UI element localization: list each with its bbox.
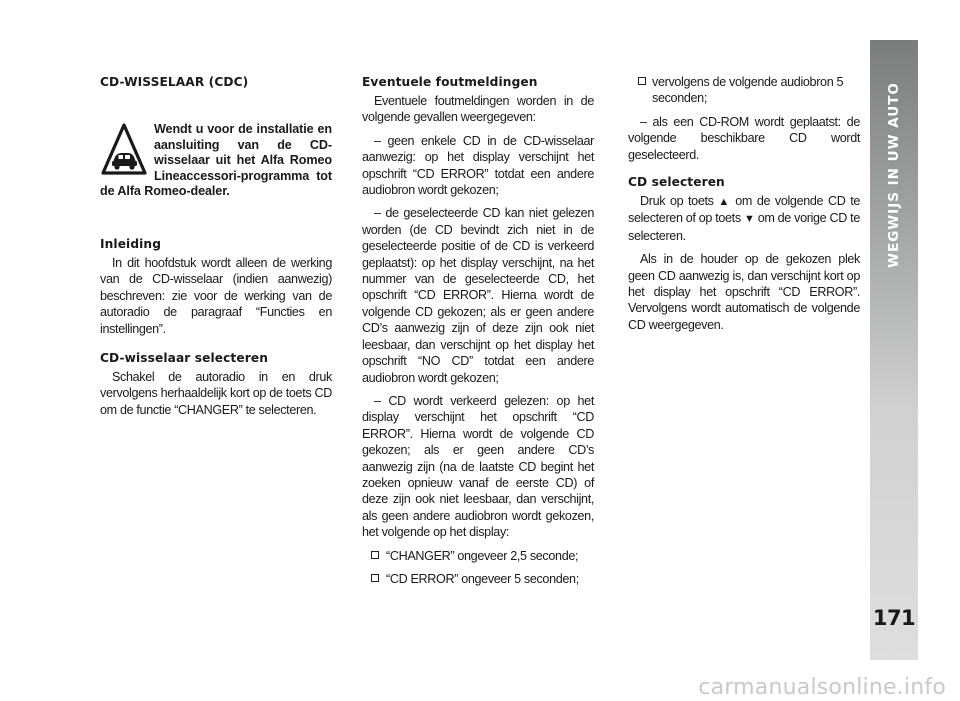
cd-select-paragraph: [628, 193, 860, 244]
select-paragraph: Schakel de autoradio in en druk vervolgens herhaaldelijk kort op de toets CD om de functie “CHANGER” te selecteren.: [100, 370, 332, 417]
cd-select-text-c: om de vorige CD te selecteren.: [628, 211, 860, 243]
page-number: 171: [872, 606, 916, 630]
intro-paragraph: In dit hoofdstuk wordt alleen de werking van de CD-wisselaar (indien aanwezig) beschreven: zie voor de werking van de autoradio de paragraaf “Functies en instellingen”.: [100, 255, 332, 336]
column-middle: [362, 74, 594, 594]
errors-paragraph-3: – de geselecteerde CD kan niet gelezen worden (de CD bevindt zich niet in de geselecteerde positie of de CD is verkeerd geplaatst): op het display verschijnt, na het nummer van de geselecteerde CD, het opschrift “CD ERROR”. Hierna wordt de volgende CD gekozen; als er geen andere CD’s aanwezig zijn of deze zijn ook niet leesbaar, dan verschijnt op het display het opschrift “NO CD” totdat een andere audiobron wordt gekozen;: [362, 206, 594, 385]
list-item-text: “CHANGER” ongeveer 2,5 seconde;: [386, 548, 579, 563]
list-item-text: vervolgens de volgende audiobron 5 seconden;: [652, 75, 844, 106]
cd-select-heading: CD selecteren: [628, 175, 725, 190]
arrow-down-icon: ▼: [743, 213, 755, 226]
chapter-title: [870, 40, 918, 370]
checkbox-bullet-icon: [371, 551, 379, 559]
column-left: [100, 74, 332, 425]
list-item-text: “CD ERROR” ongeveer 5 seconden;: [386, 571, 579, 586]
empty-slot-paragraph: Als in de houder op de gekozen plek geen CD aanwezig is, dan verschijnt kort op het display het opschrift “CD ERROR”. Vervolgens wordt automatisch de volgende CD weergegeven.: [628, 252, 860, 332]
cdrom-paragraph: – als een CD-ROM wordt geplaatst: de volgende beschikbare CD wordt geselecteerd.: [628, 114, 860, 162]
errors-paragraph-1: Eventuele foutmeldingen worden in de volgende gevallen weergegeven:: [362, 94, 594, 125]
errors-paragraph-4: – CD wordt verkeerd gelezen: op het display verschijnt het opschrift “CD ERROR”. Hierna wordt de volgende CD gekozen; als er geen andere CD’s aanwezig zijn (na de laatste CD begint het zoeken opnieuw vanaf de eerste CD) of deze zijn ook niet leesbaar, dan verschijnt, als geen andere audiobron wordt gekozen, het volgende op het display:: [362, 393, 594, 540]
warning-text: Wendt u voor de installatie en aansluiting van de CD-wisselaar uit het Alfa Romeo Lineaccessori-programma tot de Alfa Romeo-dealer.: [100, 122, 332, 199]
list-item: [628, 74, 860, 107]
checkbox-bullet-icon: [638, 77, 646, 85]
warning-triangle-icon: [100, 122, 148, 176]
cd-select-text-b: om de volgende CD te selecteren of op toets: [628, 194, 861, 226]
column-right: [628, 74, 860, 340]
cd-select-text-a: Druk op toets: [640, 194, 714, 209]
errors-heading: Eventuele foutmeldingen: [362, 75, 538, 89]
chapter-sidebar: [870, 40, 918, 660]
intro-heading: Inleiding: [100, 236, 162, 251]
arrow-up-icon: ▲: [718, 196, 731, 209]
select-heading: CD-wisselaar selecteren: [100, 351, 268, 365]
warning-block: [100, 122, 332, 200]
errors-paragraph-2: – geen enkele CD in de CD-wisselaar aanwezig: op het display verschijnt het opschrift “CD ERROR” totdat een andere audiobron wordt gekozen;: [362, 133, 594, 198]
list-item: [362, 548, 594, 564]
checkbox-bullet-icon: [371, 574, 379, 582]
list-item: [362, 571, 594, 587]
watermark: carmanualsonline.info: [698, 674, 946, 700]
section-title: CD-WISSELAAR (CDC): [100, 75, 249, 89]
chapter-title-text: WEGWIJS IN UW AUTO: [886, 82, 902, 268]
